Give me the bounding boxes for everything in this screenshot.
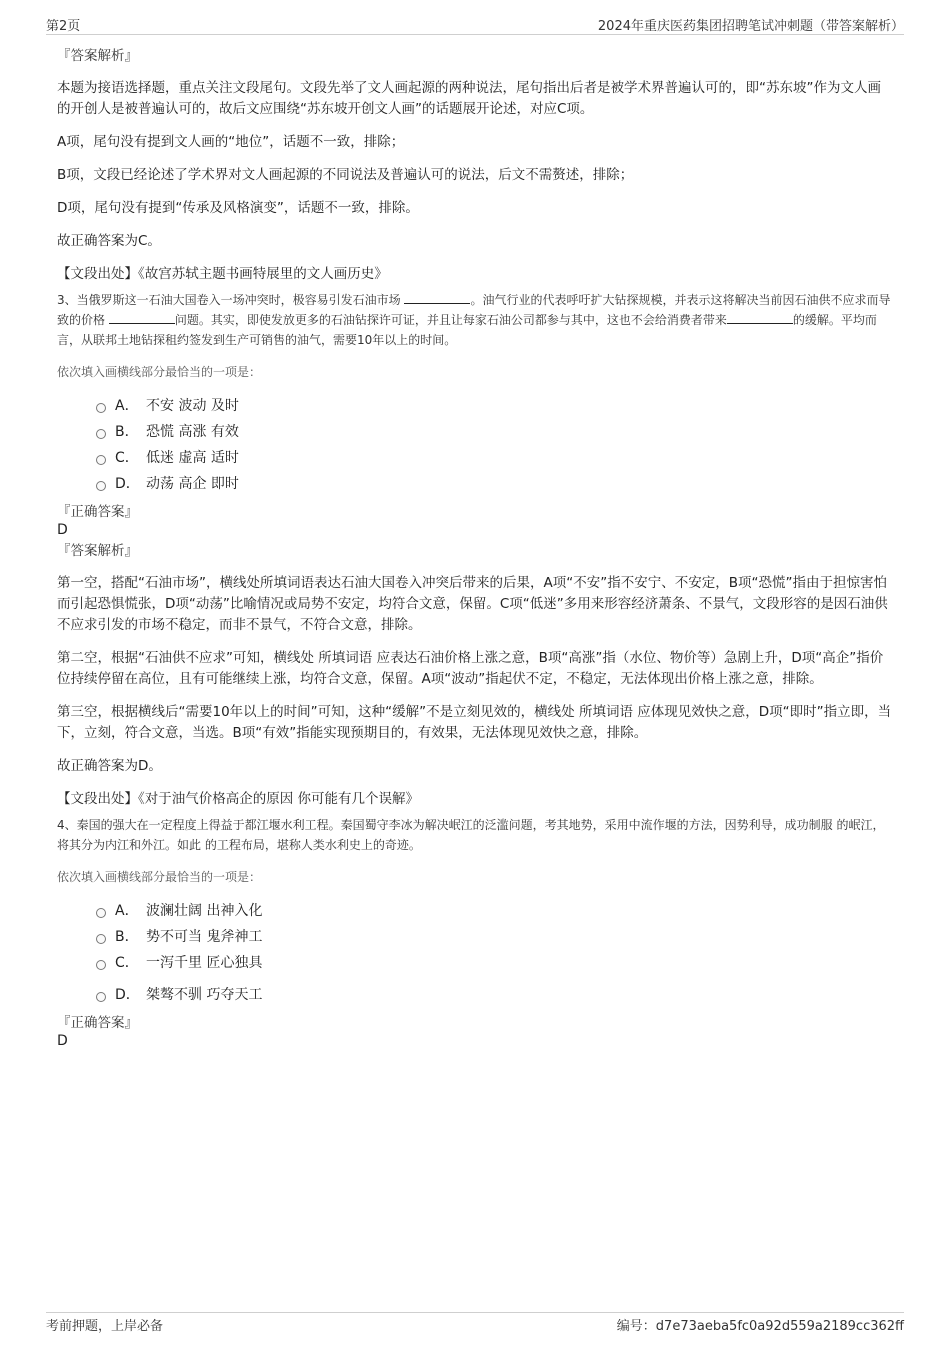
radio-icon[interactable] (96, 992, 106, 1002)
option-d[interactable]: D． 动荡 高企 即时 (96, 471, 893, 497)
document-code: 编号：d7e73aeba5fc0a92d559a2189cc362ff (616, 1319, 904, 1334)
option-b[interactable]: B． 势不可当 鬼斧神工 (96, 924, 893, 950)
analysis-label: 『答案解析』 (57, 48, 138, 64)
option-list (96, 393, 893, 497)
correct-answer: D (57, 1033, 68, 1049)
analysis-paragraph: A项，尾句没有提到文人画的“地位”，话题不一致，排除； (57, 134, 405, 150)
radio-icon[interactable] (96, 403, 106, 413)
option-d[interactable]: D． 桀骜不驯 巧夺天工 (96, 982, 893, 1008)
question-stem: 4、秦国的强大在一定程度上得益于都江堰水利工程。秦国蜀守李冰为解决岷江的泛滥问题，考其地势，采用中流作堰的方法，因势利导，成功制服 的岷江，将其分为内江和外江。如此 的工程布局，堪称人类水利史上的奇迹。 (57, 818, 885, 852)
option-a[interactable]: A． 波澜壮阔 出神入化 (96, 898, 893, 924)
answer-blank (404, 291, 470, 304)
answer-blank (727, 311, 793, 324)
radio-icon[interactable] (96, 481, 106, 491)
correct-answer-label: 『正确答案』 (57, 1015, 138, 1031)
option-c[interactable]: C． 低迷 虚高 适时 (96, 445, 893, 471)
source-citation: 【文段出处】《故宫苏轼主题书画特展里的文人画历史》 (57, 266, 388, 282)
correct-answer-label: 『正确答案』 (57, 504, 138, 520)
page-content (57, 46, 893, 1049)
document-title: 2024年重庆医药集团招聘笔试冲刺题（带答案解析） (597, 19, 904, 34)
option-b[interactable]: B． 恐慌 高涨 有效 (96, 419, 893, 445)
analysis-paragraph: D项，尾句没有提到“传承及风格演变”，话题不一致，排除。 (57, 200, 419, 216)
page-number: 第2页 (46, 19, 81, 34)
analysis-paragraph: B项，文段已经论述了学术界对文人画起源的不同说法及普遍认可的说法，后文不需赘述，排除； (57, 167, 634, 183)
conclusion: 故正确答案为C。 (57, 233, 161, 249)
option-a[interactable]: A． 不安 波动 及时 (96, 393, 893, 419)
analysis-paragraph: 第二空，根据“石油供不应求”可知，横线处 所填词语 应表达石油价格上涨之意，B项“高涨”指（水位、物价等）急剧上升，D项“高企”指价位持续停留在高位，且有可能继续上涨，均符合文意，保留。A项“波动”指起伏不定，不稳定，无法体现出价格上涨之意，排除。 (57, 650, 884, 687)
analysis-paragraph: 第一空，搭配“石油市场”，横线处所填词语表达石油大国卷入冲突后带来的后果，A项“不安”指不安宁、不安定，B项“恐慌”指由于担惊害怕而引起恐惧慌张，D项“动荡”比喻情况或局势不安定，均符合文意，保留。C项“低迷”多用来形容经济萧条、不景气，文段形容的是因石油供不应求引发的市场不稳定，而非不景气，不符合文意，排除。 (57, 575, 888, 633)
page-header (46, 14, 904, 35)
page-footer (46, 1312, 904, 1335)
correct-answer: D (57, 522, 68, 538)
conclusion: 故正确答案为D。 (57, 758, 162, 774)
radio-icon[interactable] (96, 455, 106, 465)
radio-icon[interactable] (96, 908, 106, 918)
option-c[interactable]: C． 一泻千里 匠心独具 (96, 950, 893, 976)
source-citation: 【文段出处】《对于油气价格高企的原因 你可能有几个误解》 (57, 791, 420, 807)
question-stem: 3、当俄罗斯这一石油大国卷入一场冲突时，极容易引发石油市场 。油气行业的代表呼吁扩大钻探规模，并表示这将解决当前因石油供不应求而导致的价格 问题。其实，即使发放更多的石油钻探许可证，并且让每家石油公司都参与其中，这也不会给消费者带来 的缓解。平均而言，从联邦土地钻探租约签发到生产可销售的油气，需要10年以上的时间。 (57, 293, 891, 347)
footer-slogan: 考前押题，上岸必备 (46, 1319, 164, 1334)
option-list (96, 898, 893, 1008)
answer-blank (109, 311, 175, 324)
radio-icon[interactable] (96, 934, 106, 944)
analysis-paragraph: 本题为接语选择题，重点关注文段尾句。文段先举了文人画起源的两种说法，尾句指出后者是被学术界普遍认可的，即“苏东坡”作为文人画的开创人是被普遍认可的，故后文应围绕“苏东坡开创文人画”的话题展开论述，对应C项。 (57, 80, 881, 117)
analysis-label: 『答案解析』 (57, 543, 138, 559)
radio-icon[interactable] (96, 960, 106, 970)
radio-icon[interactable] (96, 429, 106, 439)
question-prompt: 依次填入画横线部分最恰当的一项是： (57, 870, 262, 884)
analysis-paragraph: 第三空，根据横线后“需要10年以上的时间”可知，这种“缓解”不是立刻见效的，横线处 所填词语 应体现见效快之意，D项“即时”指立即，当下，立刻，符合文意，当选。B项“有效”指能实现预期目的，有效果，无法体现见效快之意，排除。 (57, 704, 892, 741)
question-prompt: 依次填入画横线部分最恰当的一项是： (57, 365, 262, 379)
